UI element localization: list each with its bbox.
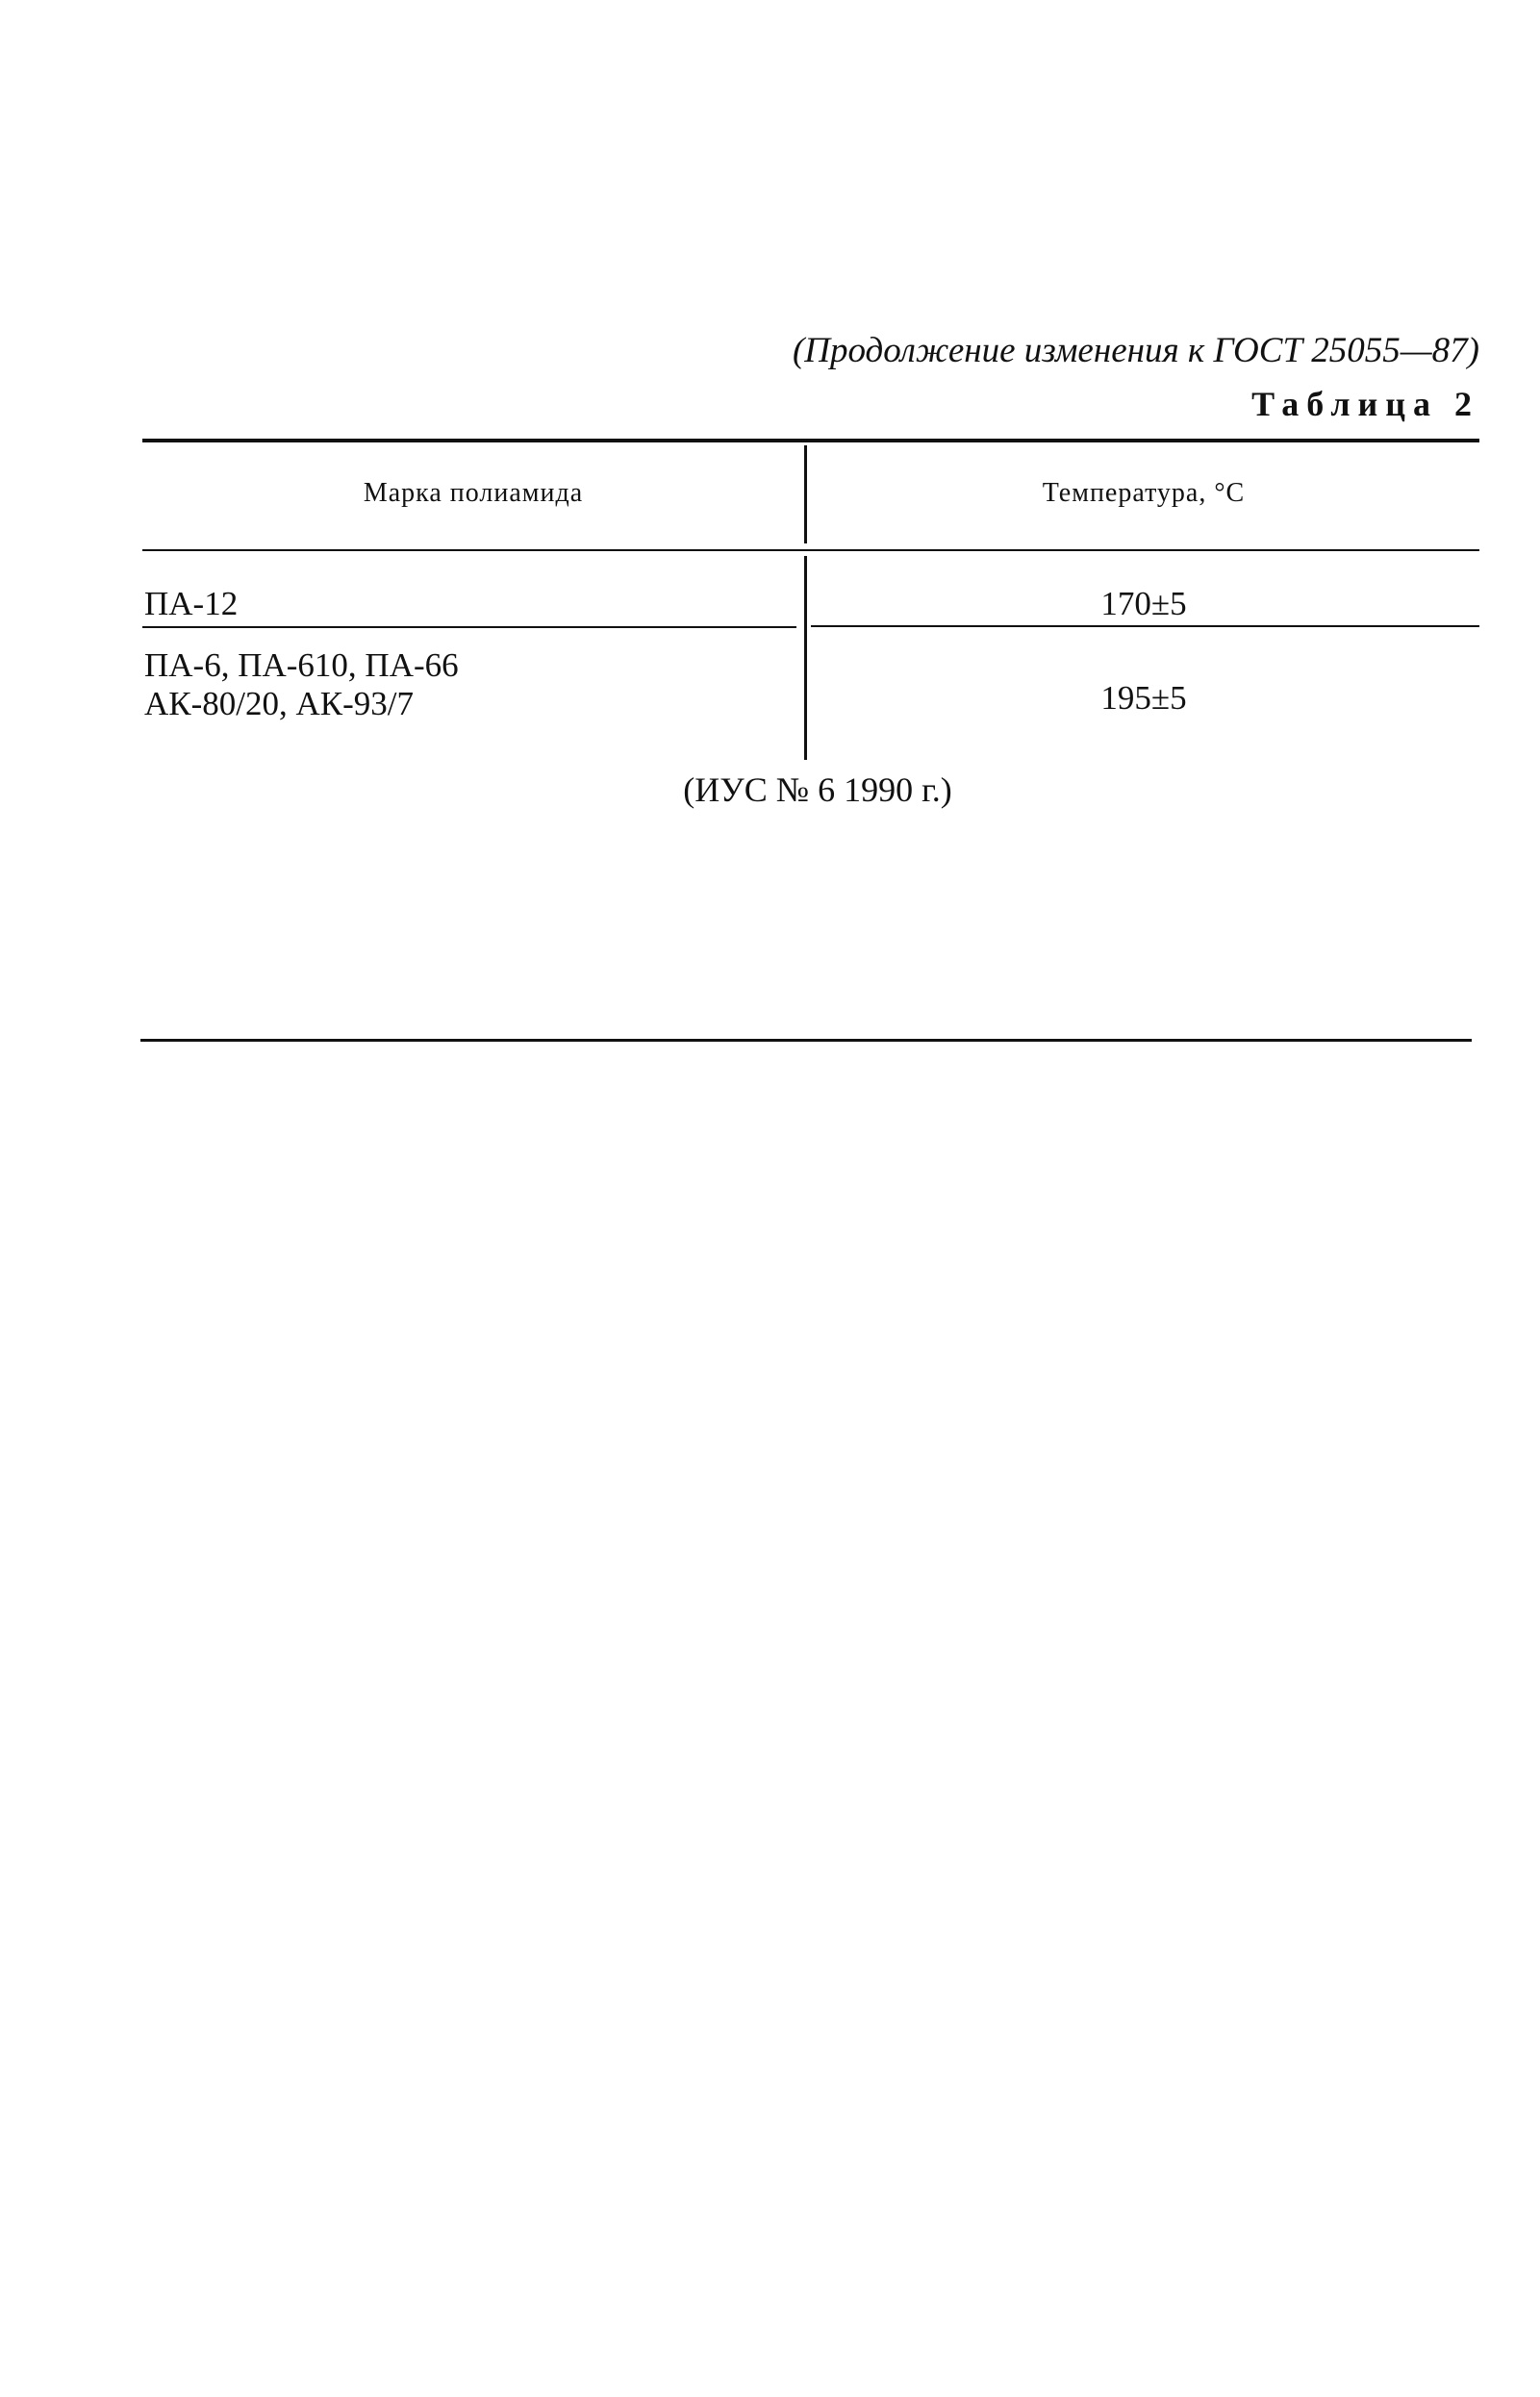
table-row-divider (811, 625, 1479, 627)
grade-line: ПА-12 (144, 585, 239, 622)
column-header-grade: Марка полиамида (363, 478, 584, 508)
table-top-rule (142, 439, 1479, 442)
table-number-label: Таблица 2 (1251, 385, 1479, 423)
table-row-1-grade (144, 585, 238, 623)
table-row-2-temperature: 195±5 (1100, 679, 1187, 717)
grade-line: ПА-6, ПА-610, ПА-66 (144, 646, 459, 684)
continuation-heading: (Продолжение изменения к ГОСТ 25055—87) (792, 331, 1479, 370)
source-note: (ИУС № 6 1990 г.) (683, 770, 952, 809)
table-row-2-grade (144, 646, 459, 723)
table-row-1-temperature: 170±5 (1100, 585, 1187, 622)
page-bottom-rule (140, 1039, 1472, 1042)
table-row-divider-left (142, 626, 796, 628)
column-divider-body (804, 556, 807, 760)
grade-line: АК-80/20, АК-93/7 (144, 685, 414, 722)
column-divider-header (804, 445, 807, 543)
column-header-temperature: Температура, °С (1042, 478, 1246, 508)
table-header-rule (142, 549, 1479, 551)
